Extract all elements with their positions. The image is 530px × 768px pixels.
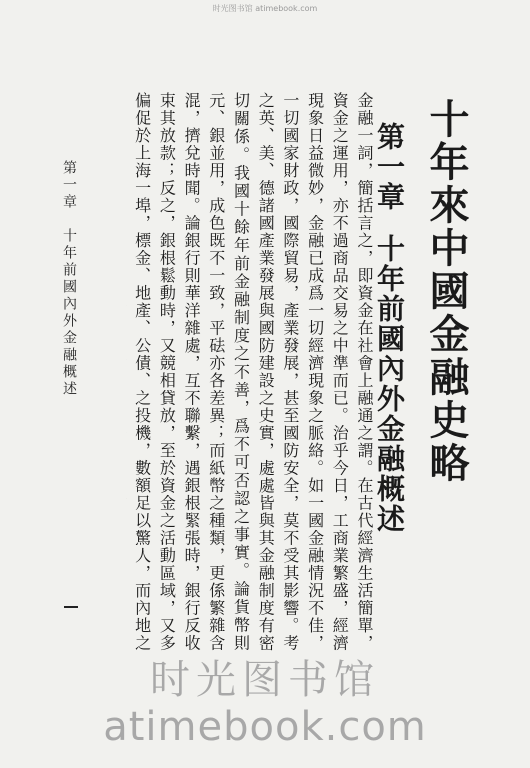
site-watermark-top: 时光图书馆 atimebook.com: [212, 4, 318, 13]
watermark-chinese: 时光图书馆: [150, 657, 380, 703]
watermark-url: atimebook.com: [103, 704, 427, 750]
chapter-label: 第一章: [373, 122, 406, 212]
book-title: 十年來中國金融史略: [423, 98, 470, 485]
body-text: 金融一詞，簡括言之，即資金在社會上融通之謂。在古代經濟生活簡單，資金之運用，亦不過商品交易之中準而已。治乎今日，工商業繁盛，經濟現象日益微妙，金融已成爲一切經濟現象之脈絡。如一國金融情況不佳，一切國家財政，國際貿易，產業發展，甚至國防安全，莫不受其影響。考之英、美、德諸國產業發展與國防建設之史實，處處皆與其金融制度有密切關係。我國十餘年前金融制度之不善，爲不可否認之事實。論貨幣則元、銀並用，成色既不一致，平砝亦各差異；而紙幣之種類，更係繁雜含混，擠兌時聞。論銀行則華洋雜處，互不聯繫，遇銀根緊張時，銀行反收束其放款；反之，銀根鬆動時，又競相貸放，至於資金之活動區域，又多偏促於上海一埠，標金、地產、公債、之投機，數額足以驚人，而內地之: [132, 92, 374, 652]
page-number-mark: [64, 606, 78, 608]
running-footer: 第一章 十年前國內外金融概述: [61, 160, 77, 398]
chapter-title: 十年前國內外金融概述: [373, 234, 406, 534]
chapter-heading: [372, 122, 406, 582]
